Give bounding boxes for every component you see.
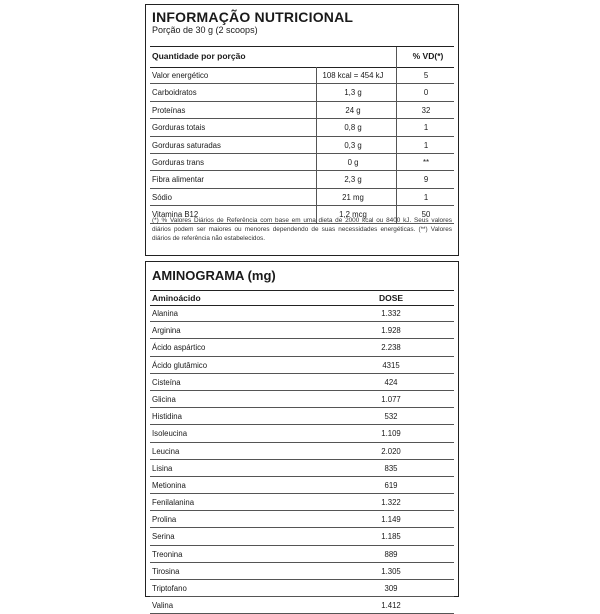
amino-acid-dose: 2.020 <box>381 446 401 456</box>
aminogram-row <box>150 443 454 460</box>
nutrition-row <box>150 171 454 188</box>
nutrient-name: Sódio <box>152 192 172 202</box>
amino-acid-name: Triptofano <box>152 584 187 593</box>
amino-acid-name: Prolina <box>152 515 177 525</box>
amino-acid-dose: 4315 <box>382 360 400 370</box>
nutrient-vd: 50 <box>421 210 431 220</box>
aminogram-row <box>150 374 454 391</box>
nutrient-name: Gorduras totais <box>152 123 206 133</box>
nutrient-amount: 1,2 mcg <box>339 210 367 220</box>
nutrient-amount: 0,8 g <box>344 123 362 133</box>
amino-acid-name: Ácido glutâmico <box>152 360 208 370</box>
nutrient-vd: 5 <box>423 71 429 80</box>
amino-acid-dose: 619 <box>384 480 398 490</box>
nutrition-table-body <box>150 67 454 224</box>
amino-acid-name: Cisteína <box>152 377 181 387</box>
amino-acid-dose: 1.185 <box>381 532 401 542</box>
aminogram-table-body <box>150 305 454 614</box>
nutrient-vd: 0 <box>423 88 429 98</box>
nutrition-row <box>150 67 454 84</box>
amino-acid-name: Ácido aspártico <box>152 343 206 353</box>
nutrition-row <box>150 102 454 119</box>
nutrient-name: Gorduras saturadas <box>152 140 221 150</box>
aminogram-row <box>150 357 454 374</box>
amino-acid-dose: 1.928 <box>381 326 401 336</box>
nutrient-amount: 108 kcal = 454 kJ <box>322 71 384 80</box>
amino-acid-dose: 309 <box>384 584 398 593</box>
nutrition-row <box>150 137 454 154</box>
nutrient-name: Vitamina B12 <box>152 210 199 220</box>
aminogram-row <box>150 391 454 408</box>
nutrient-name: Gorduras trans <box>152 157 205 167</box>
aminogram-row <box>150 563 454 580</box>
aminogram-title: AMINOGRAMA (mg) <box>152 268 276 283</box>
nutrition-facts-panel <box>145 4 459 256</box>
nutrition-footnote: (*) % Valores Diários de Referência com base em uma dieta de 2000 kcal ou 8400 kJ. Seus valores diários podem ser maiores ou menores dependendo de suas necessidades energéticas. (**) Valores diários de referência não estabelecidos. <box>152 217 452 242</box>
nutrient-name: Carboidratos <box>152 88 197 98</box>
aminogram-row <box>150 339 454 356</box>
nutrition-row <box>150 84 454 101</box>
nutrient-name: Fibra alimentar <box>152 175 204 185</box>
header-quantity: Quantidade por porção <box>152 51 246 61</box>
nutrition-title: INFORMAÇÃO NUTRICIONAL <box>152 9 354 25</box>
amino-acid-name: Fenilalanina <box>152 498 195 508</box>
nutrient-amount: 1,3 g <box>344 88 362 98</box>
aminogram-row <box>150 580 454 597</box>
amino-acid-name: Serina <box>152 532 175 542</box>
aminogram-row <box>150 322 454 339</box>
aminogram-row <box>150 460 454 477</box>
amino-acid-name: Valina <box>152 601 174 611</box>
amino-acid-name: Leucina <box>152 446 180 456</box>
nutrient-amount: 24 g <box>345 105 361 115</box>
amino-acid-dose: 889 <box>384 549 398 559</box>
aminogram-row <box>150 305 454 322</box>
nutrition-row <box>150 154 454 171</box>
nutrient-amount: 0 g <box>347 157 359 167</box>
amino-acid-dose: 532 <box>384 412 398 422</box>
amino-acid-name: Isoleucina <box>152 429 188 439</box>
amino-acid-name: Metionina <box>152 480 186 490</box>
amino-acid-dose: 1.412 <box>381 601 401 611</box>
nutrient-name: Valor energético <box>152 71 209 80</box>
aminogram-row <box>150 477 454 494</box>
amino-acid-dose: 1.077 <box>381 394 401 404</box>
amino-acid-dose: 835 <box>384 463 398 473</box>
amino-acid-name: Histidina <box>152 412 182 422</box>
nutrient-amount: 0,3 g <box>344 140 362 150</box>
portion-size: Porção de 30 g (2 scoops) <box>152 25 258 35</box>
aminogram-row <box>150 408 454 425</box>
amino-acid-name: Tirosina <box>152 566 180 576</box>
nutrient-amount: 21 mg <box>342 192 364 202</box>
amino-acid-name: Arginina <box>152 326 181 336</box>
aminogram-table-header <box>150 290 454 306</box>
nutrient-vd: 9 <box>423 175 429 185</box>
nutrient-vd: 1 <box>423 123 429 133</box>
amino-acid-dose: 424 <box>384 377 398 387</box>
nutrient-vd: 1 <box>423 140 429 150</box>
aminogram-row <box>150 425 454 442</box>
nutrition-row <box>150 119 454 136</box>
aminogram-row <box>150 546 454 563</box>
aminogram-row <box>150 511 454 528</box>
nutrient-vd: 1 <box>423 192 429 202</box>
amino-acid-name: Lisina <box>152 463 173 473</box>
amino-acid-name: Treonina <box>152 549 183 559</box>
header-vd: % VD(*) <box>412 51 444 61</box>
amino-acid-dose: 1.149 <box>381 515 401 525</box>
nutrient-amount: 2,3 g <box>344 175 362 185</box>
amino-acid-dose: 1.322 <box>381 498 401 508</box>
header-amino-acid: Aminoácido <box>152 293 201 303</box>
amino-acid-dose: 1.332 <box>381 309 401 318</box>
amino-acid-dose: 2.238 <box>381 343 401 353</box>
amino-acid-name: Alanina <box>152 309 179 318</box>
amino-acid-dose: 1.305 <box>381 566 401 576</box>
amino-acid-name: Glicina <box>152 394 176 404</box>
nutrient-name: Proteínas <box>152 105 186 115</box>
nutrition-row <box>150 189 454 206</box>
amino-acid-dose: 1.109 <box>381 429 401 439</box>
aminogram-row <box>150 528 454 545</box>
nutrition-table-header <box>150 46 454 68</box>
aminogram-row <box>150 494 454 511</box>
nutrient-vd: ** <box>422 157 430 167</box>
nutrient-vd: 32 <box>421 105 431 115</box>
aminogram-panel <box>145 261 459 611</box>
header-dose: DOSE <box>378 293 404 303</box>
